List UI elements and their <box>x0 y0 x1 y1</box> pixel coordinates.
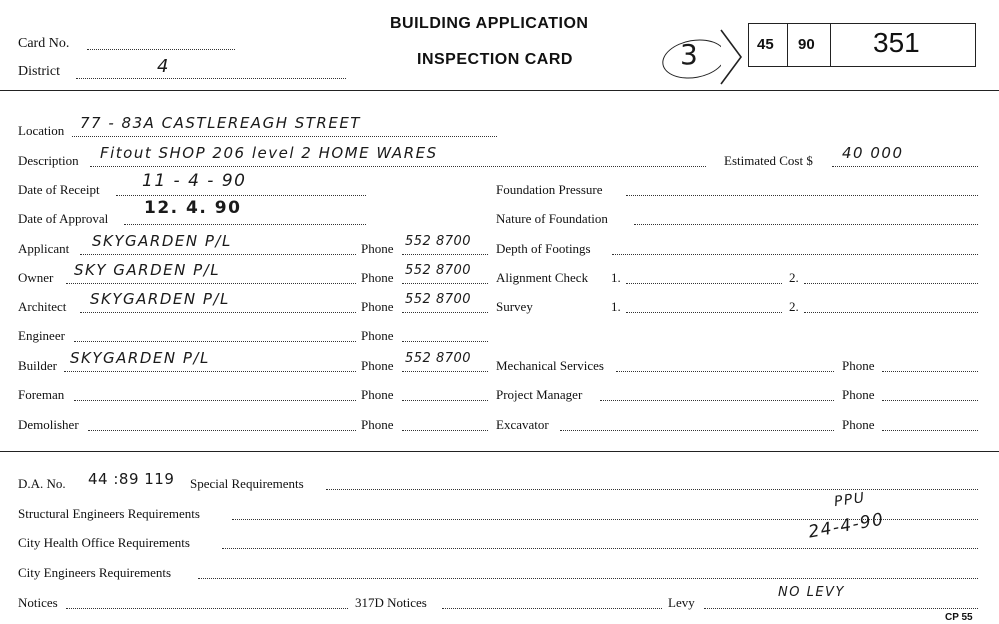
applicant-label: Applicant <box>18 241 70 256</box>
date-of-approval-value: 12. 4. 90 <box>144 198 242 218</box>
estimated-cost-label: Estimated Cost $ <box>724 153 813 168</box>
form-code: CP 55 <box>945 612 973 623</box>
annotation-line2: 24-4-90 <box>806 509 887 543</box>
project-manager-label: Project Manager <box>496 387 583 402</box>
architect-phone-field[interactable] <box>402 312 488 313</box>
survey-label: Survey <box>496 299 533 314</box>
card-no-label: Card No. <box>18 36 70 51</box>
demolisher-label: Demolisher <box>18 417 79 432</box>
card-number-box <box>748 23 976 67</box>
builder-phone-label: Phone <box>361 358 394 373</box>
health-requirements-label: City Health Office Requirements <box>18 535 190 550</box>
mechanical-phone-label: Phone <box>842 358 875 373</box>
owner-label: Owner <box>18 270 54 285</box>
excavator-phone-field[interactable] <box>882 430 978 431</box>
demolisher-phone-label: Phone <box>361 417 394 432</box>
foundation-pressure-field[interactable] <box>626 195 978 196</box>
date-of-receipt-field[interactable] <box>116 195 366 196</box>
architect-label: Architect <box>18 299 67 314</box>
notices-317d-field[interactable] <box>442 608 662 609</box>
district-label: District <box>18 64 60 79</box>
mechanical-phone-field[interactable] <box>882 371 978 372</box>
engineer-phone-field[interactable] <box>402 341 488 342</box>
district-value: 4 <box>157 56 170 77</box>
engineer-phone-label: Phone <box>361 328 394 343</box>
levy-field[interactable] <box>704 608 978 609</box>
district-field[interactable] <box>76 78 346 79</box>
date-of-approval-field[interactable] <box>124 224 366 225</box>
project-manager-field[interactable] <box>600 400 834 401</box>
survey-field-1[interactable] <box>626 312 782 313</box>
owner-phone-value: 552 8700 <box>405 263 472 278</box>
owner-phone-field[interactable] <box>402 283 488 284</box>
health-requirements-field[interactable] <box>222 548 978 549</box>
da-no-label: D.A. No. <box>18 476 66 491</box>
annotation-line1: PPU <box>833 489 867 511</box>
survey-field-2[interactable] <box>804 312 978 313</box>
special-requirements-label: Special Requirements <box>190 476 304 491</box>
architect-phone-value: 552 8700 <box>405 292 472 307</box>
foundation-pressure-label: Foundation Pressure <box>496 182 603 197</box>
da-no-value: 44 :89 119 <box>88 470 175 488</box>
alignment-check-num1: 1. <box>611 270 621 285</box>
city-engineers-requirements-label: City Engineers Requirements <box>18 565 172 580</box>
location-field[interactable] <box>72 136 497 137</box>
estimated-cost-field[interactable] <box>832 166 978 167</box>
owner-value: SKY GARDEN P/L <box>74 261 221 279</box>
survey-num2: 2. <box>789 299 799 314</box>
city-engineers-requirements-field[interactable] <box>198 578 978 579</box>
form-title-line1: BUILDING APPLICATION <box>390 15 589 32</box>
date-of-receipt-label: Date of Receipt <box>18 182 100 197</box>
engineer-field[interactable] <box>74 341 356 342</box>
owner-field[interactable] <box>66 283 356 284</box>
box-value-1: 45 <box>757 36 774 53</box>
alignment-check-num2: 2. <box>789 270 799 285</box>
date-of-approval-label: Date of Approval <box>18 211 109 226</box>
builder-field[interactable] <box>64 371 356 372</box>
location-value: 77 - 83A CASTLEREAGH STREET <box>80 114 361 132</box>
alignment-check-field-1[interactable] <box>626 283 782 284</box>
structural-requirements-label: Structural Engineers Requirements <box>18 506 200 521</box>
location-label: Location <box>18 123 65 138</box>
depth-of-footings-label: Depth of Footings <box>496 241 591 256</box>
notices-field[interactable] <box>66 608 348 609</box>
nature-of-foundation-field[interactable] <box>634 224 978 225</box>
builder-phone-value: 552 8700 <box>405 351 472 366</box>
builder-label: Builder <box>18 358 57 373</box>
engineer-label: Engineer <box>18 328 65 343</box>
arrow-outline-icon <box>719 28 745 86</box>
applicant-phone-label: Phone <box>361 241 394 256</box>
mechanical-services-label: Mechanical Services <box>496 358 604 373</box>
owner-phone-label: Phone <box>361 270 394 285</box>
mechanical-services-field[interactable] <box>616 371 834 372</box>
alignment-check-field-2[interactable] <box>804 283 978 284</box>
depth-of-footings-field[interactable] <box>612 254 978 255</box>
notices-317d-label: 317D Notices <box>355 595 427 610</box>
header-divider <box>0 90 999 91</box>
special-requirements-field[interactable] <box>326 489 978 490</box>
foreman-field[interactable] <box>74 400 356 401</box>
box-value-3: 351 <box>873 27 920 58</box>
form-title-line2: INSPECTION CARD <box>417 51 573 68</box>
demolisher-phone-field[interactable] <box>402 430 488 431</box>
excavator-phone-label: Phone <box>842 417 875 432</box>
foreman-label: Foreman <box>18 387 65 402</box>
description-value: Fitout SHOP 206 level 2 HOME WARES <box>100 144 438 162</box>
alignment-check-label: Alignment Check <box>496 270 589 285</box>
circled-number-value: 3 <box>680 38 700 71</box>
architect-value: SKYGARDEN P/L <box>90 290 230 308</box>
description-label: Description <box>18 153 79 168</box>
architect-field[interactable] <box>80 312 356 313</box>
applicant-value: SKYGARDEN P/L <box>92 232 232 250</box>
section-divider <box>0 451 999 452</box>
levy-value: NO LEVY <box>778 585 845 600</box>
foreman-phone-label: Phone <box>361 387 394 402</box>
project-manager-phone-field[interactable] <box>882 400 978 401</box>
applicant-field[interactable] <box>80 254 356 255</box>
foreman-phone-field[interactable] <box>402 400 488 401</box>
applicant-phone-field[interactable] <box>402 254 488 255</box>
demolisher-field[interactable] <box>88 430 356 431</box>
date-of-receipt-value: 11 - 4 - 90 <box>142 171 247 191</box>
survey-num1: 1. <box>611 299 621 314</box>
box-value-2: 90 <box>798 36 815 53</box>
levy-label: Levy <box>668 595 695 610</box>
applicant-phone-value: 552 8700 <box>405 234 472 249</box>
builder-value: SKYGARDEN P/L <box>70 349 210 367</box>
project-manager-phone-label: Phone <box>842 387 875 402</box>
excavator-label: Excavator <box>496 417 549 432</box>
estimated-cost-value: 40 000 <box>842 144 904 162</box>
description-field[interactable] <box>90 166 706 167</box>
excavator-field[interactable] <box>560 430 834 431</box>
architect-phone-label: Phone <box>361 299 394 314</box>
builder-phone-field[interactable] <box>402 371 488 372</box>
nature-of-foundation-label: Nature of Foundation <box>496 211 608 226</box>
notices-label: Notices <box>18 595 58 610</box>
card-no-field[interactable] <box>87 49 235 50</box>
